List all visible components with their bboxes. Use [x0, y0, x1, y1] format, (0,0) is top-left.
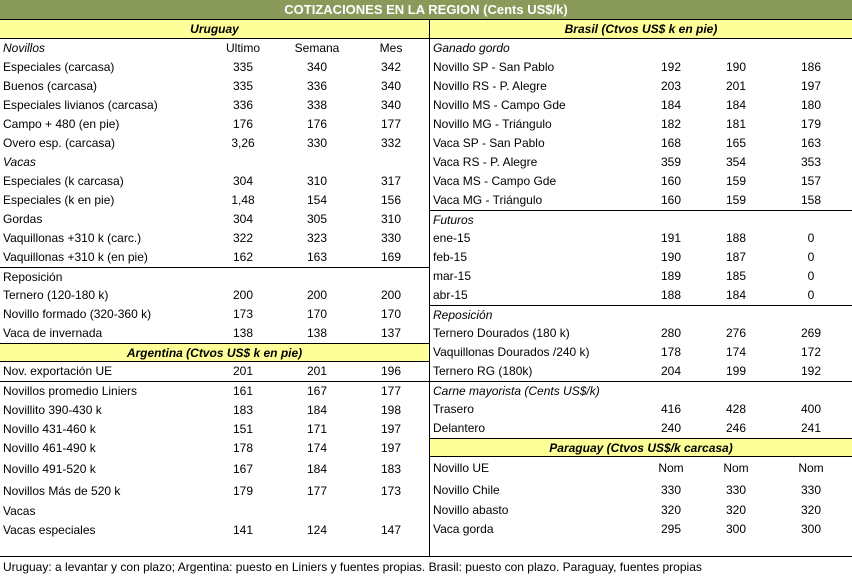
table-row: [0, 77, 429, 96]
table-row: [430, 457, 852, 479]
paraguay-rows: [430, 457, 852, 539]
table-row: [430, 400, 852, 419]
table-row: [0, 382, 429, 401]
value-mes: 157: [800, 174, 822, 188]
value-mes: 340: [380, 98, 402, 112]
brasil-header: Brasil (Ctvos US$ k en pie): [430, 20, 852, 39]
row-label: mar-15: [433, 269, 472, 283]
value-ultimo: 179: [232, 484, 254, 498]
value-semana: 184: [306, 462, 328, 476]
value-mes: 320: [800, 503, 822, 517]
value-ultimo: 160: [660, 193, 682, 207]
value-ultimo: 173: [232, 307, 254, 321]
value-mes: 317: [380, 174, 402, 188]
row-label: Vaca RS - P. Alegre: [433, 155, 538, 169]
value-ultimo: 183: [232, 403, 254, 417]
table-row: [430, 229, 852, 248]
value-semana: 338: [306, 98, 328, 112]
row-label: Novillos Más de 520 k: [3, 484, 121, 498]
row-label: Vaca gorda: [433, 522, 494, 536]
value-ultimo: 1,48: [231, 193, 255, 207]
value-ultimo: 190: [660, 250, 682, 264]
table-row: [0, 229, 429, 248]
table-row: [430, 153, 852, 172]
value-mes: 300: [800, 522, 822, 536]
value-ultimo: 189: [660, 269, 682, 283]
row-label: Especiales (k en pie): [3, 193, 115, 207]
value-mes: 137: [380, 326, 402, 340]
value-ultimo: 167: [232, 462, 254, 476]
value-ultimo: 330: [660, 483, 682, 497]
table-row: [0, 191, 429, 210]
table-row: [0, 362, 429, 381]
value-ultimo: 359: [660, 155, 682, 169]
value-ultimo: 162: [232, 250, 254, 264]
value-mes: 170: [380, 307, 402, 321]
value-semana: 171: [306, 422, 328, 436]
table-row: [0, 420, 429, 439]
row-label: Novillos promedio Liniers: [3, 384, 138, 398]
value-ultimo: 304: [232, 212, 254, 226]
table-row: [0, 439, 429, 458]
vacas-section-label: Vacas: [3, 155, 36, 169]
table-row: [0, 115, 429, 134]
value-ultimo: 204: [660, 364, 682, 378]
row-label: Vaquillonas +310 k (en pie): [3, 250, 148, 264]
value-semana: 330: [306, 136, 328, 150]
row-label: Gordas: [3, 212, 43, 226]
table-row: [430, 343, 852, 362]
row-label: Novillito 390-430 k: [3, 403, 102, 417]
table-row: [430, 419, 852, 438]
value-mes: 310: [380, 212, 402, 226]
row-label: Ternero (120-180 k): [3, 288, 109, 302]
table-row: [0, 458, 429, 480]
row-label: Novillo abasto: [433, 503, 509, 517]
row-label: Novillo 491-520 k: [3, 462, 96, 476]
brasil-reposicion-rows: [430, 324, 852, 381]
value-semana: 276: [725, 326, 747, 340]
futuros-section: [430, 210, 852, 229]
argentina-vacas-rows: [0, 521, 429, 540]
row-label: Novillo UE: [433, 461, 490, 475]
value-semana: 124: [306, 523, 328, 537]
table-row: [0, 58, 429, 77]
ganado-section: [430, 39, 852, 58]
col-mes: Mes: [379, 41, 403, 55]
value-ultimo: 182: [660, 117, 682, 131]
value-ultimo: 151: [232, 422, 254, 436]
row-label: Especiales livianos (carcasa): [3, 98, 158, 112]
row-label: Novillo Chile: [433, 483, 500, 497]
value-semana: 300: [725, 522, 747, 536]
brasil-carne-rows: [430, 400, 852, 438]
value-semana: 320: [725, 503, 747, 517]
value-ultimo: 201: [232, 364, 254, 378]
table-row: [0, 248, 429, 267]
value-ultimo: 200: [232, 288, 254, 302]
row-label: Novillo RS - P. Alegre: [433, 79, 547, 93]
value-semana: 165: [725, 136, 747, 150]
value-ultimo: 335: [232, 79, 254, 93]
value-ultimo: 336: [232, 98, 254, 112]
ganado-section-label: Ganado gordo: [433, 41, 510, 55]
table-row: [430, 115, 852, 134]
table-row: [430, 248, 852, 267]
reposicion-section-label: Reposición: [3, 270, 63, 284]
value-semana: 428: [725, 402, 747, 416]
value-ultimo: 178: [660, 345, 682, 359]
value-semana: 174: [306, 441, 328, 455]
row-label: ene-15: [433, 231, 471, 245]
left-panel: [0, 20, 430, 556]
value-mes: 163: [800, 136, 822, 150]
table-row: [430, 267, 852, 286]
row-label: Ternero Dourados (180 k): [433, 326, 570, 340]
value-ultimo: 416: [660, 402, 682, 416]
value-semana: 167: [306, 384, 328, 398]
value-mes: 241: [800, 421, 822, 435]
value-mes: 340: [380, 79, 402, 93]
table-row: [0, 286, 429, 305]
value-ultimo: 240: [660, 421, 682, 435]
row-label: Novillo 461-490 k: [3, 441, 96, 455]
value-semana: 184: [725, 98, 747, 112]
value-semana: 305: [306, 212, 328, 226]
value-ultimo: 184: [660, 98, 682, 112]
row-label: Novillo formado (320-360 k): [3, 307, 152, 321]
value-ultimo: Nom: [658, 461, 684, 475]
col-ultimo: Ultimo: [225, 41, 260, 55]
value-mes: 332: [380, 136, 402, 150]
value-mes: 173: [380, 484, 402, 498]
argentina-novillos-rows: [0, 381, 429, 502]
value-mes: 0: [807, 269, 815, 283]
uruguay-column-headers: [0, 39, 429, 58]
futuros-section-label: Futuros: [433, 213, 474, 227]
carne-section-label: Carne mayorista (Cents US$/k): [433, 384, 600, 398]
table-row: [430, 362, 852, 381]
table-row: [0, 521, 429, 540]
value-mes: 177: [380, 117, 402, 131]
table-row: [430, 286, 852, 305]
row-label: Vaca MS - Campo Gde: [433, 174, 557, 188]
brasil-ganado-rows: [430, 58, 852, 210]
footer-note: Uruguay: a levantar y con plazo; Argentina: puesto en Liniers y fuentes propias. Brasil: puesto con plazo. Paraguay, fuentes propias: [0, 556, 852, 579]
value-mes: 196: [380, 364, 402, 378]
row-label: Vaca MG - Triángulo: [433, 193, 543, 207]
value-semana: 138: [306, 326, 328, 340]
table-row: [0, 480, 429, 502]
value-mes: 197: [800, 79, 822, 93]
table-row: [430, 58, 852, 77]
row-label: Novillo SP - San Pablo: [433, 60, 555, 74]
vacas-section: [0, 153, 429, 172]
right-panel: [430, 20, 852, 556]
argentina-header: Argentina (Ctvos US$ k en pie): [0, 343, 429, 362]
row-label: Novillo MG - Triángulo: [433, 117, 552, 131]
value-mes: 177: [380, 384, 402, 398]
value-semana: 201: [725, 79, 747, 93]
table-row: [0, 134, 429, 153]
value-mes: 172: [800, 345, 822, 359]
value-mes: 269: [800, 326, 822, 340]
value-semana: 323: [306, 231, 328, 245]
value-mes: 186: [800, 60, 822, 74]
value-mes: 147: [380, 523, 402, 537]
table-row: [430, 134, 852, 153]
value-ultimo: 322: [232, 231, 254, 245]
novillos-section-label: Novillos: [3, 41, 46, 55]
value-semana: 177: [306, 484, 328, 498]
value-semana: 154: [306, 193, 328, 207]
table-row: [0, 305, 429, 324]
argentina-vacas-section: [0, 502, 429, 521]
value-semana: 340: [306, 60, 328, 74]
value-ultimo: 203: [660, 79, 682, 93]
value-ultimo: 176: [232, 117, 254, 131]
value-semana: 336: [306, 79, 328, 93]
row-label: Ternero RG (180k): [433, 364, 533, 378]
value-semana: 187: [725, 250, 747, 264]
row-label: feb-15: [433, 250, 468, 264]
value-mes: 342: [380, 60, 402, 74]
value-mes: 0: [807, 250, 815, 264]
table-row: [430, 77, 852, 96]
table-title: COTIZACIONES EN LA REGION (Cents US$/k): [0, 0, 852, 20]
value-mes: 198: [380, 403, 402, 417]
value-semana: 184: [725, 288, 747, 302]
value-semana: Nom: [723, 461, 749, 475]
value-mes: 156: [380, 193, 402, 207]
row-label: Vaquillonas Dourados /240 k): [433, 345, 590, 359]
uruguay-vacas-rows: [0, 172, 429, 267]
value-semana: 184: [306, 403, 328, 417]
row-label: Buenos (carcasa): [3, 79, 98, 93]
row-label: Vaca SP - San Pablo: [433, 136, 545, 150]
value-ultimo: 191: [660, 231, 682, 245]
value-semana: 330: [725, 483, 747, 497]
value-mes: 180: [800, 98, 822, 112]
value-ultimo: 168: [660, 136, 682, 150]
col-semana: Semana: [294, 41, 340, 55]
value-mes: 197: [380, 441, 402, 455]
table-row: [430, 479, 852, 501]
value-semana: 163: [306, 250, 328, 264]
value-ultimo: 3,26: [231, 136, 255, 150]
value-semana: 176: [306, 117, 328, 131]
uruguay-novillos-rows: [0, 58, 429, 153]
value-mes: Nom: [798, 461, 824, 475]
value-mes: 330: [800, 483, 822, 497]
value-semana: 185: [725, 269, 747, 283]
table-row: [430, 501, 852, 520]
table-row: [0, 210, 429, 229]
row-label: Especiales (k carcasa): [3, 174, 124, 188]
value-ultimo: 304: [232, 174, 254, 188]
value-ultimo: 160: [660, 174, 682, 188]
row-label: abr-15: [433, 288, 468, 302]
carne-section: [430, 381, 852, 400]
value-mes: 158: [800, 193, 822, 207]
value-semana: 159: [725, 193, 747, 207]
value-ultimo: 280: [660, 326, 682, 340]
value-mes: 353: [800, 155, 822, 169]
table-row: [0, 401, 429, 420]
table-row: [0, 172, 429, 191]
value-semana: 188: [725, 231, 747, 245]
value-ultimo: 192: [660, 60, 682, 74]
row-label: Overo esp. (carcasa): [3, 136, 116, 150]
uruguay-reposicion-rows: [0, 286, 429, 343]
row-label: Trasero: [433, 402, 474, 416]
value-semana: 199: [725, 364, 747, 378]
value-semana: 310: [306, 174, 328, 188]
value-ultimo: 335: [232, 60, 254, 74]
table-row: [430, 96, 852, 115]
value-mes: 183: [380, 462, 402, 476]
value-semana: 181: [725, 117, 747, 131]
table-row: [0, 324, 429, 343]
value-mes: 400: [800, 402, 822, 416]
value-semana: 159: [725, 174, 747, 188]
value-ultimo: 295: [660, 522, 682, 536]
reposicion-section: [0, 267, 429, 286]
value-ultimo: 141: [232, 523, 254, 537]
row-label: Novillo MS - Campo Gde: [433, 98, 566, 112]
value-mes: 169: [380, 250, 402, 264]
brasil-reposicion-section: [430, 305, 852, 324]
argentina-vacas-label: Vacas: [3, 504, 36, 518]
value-ultimo: 188: [660, 288, 682, 302]
value-mes: 192: [800, 364, 822, 378]
value-mes: 0: [807, 231, 815, 245]
value-semana: 170: [306, 307, 328, 321]
table-row: [430, 191, 852, 210]
value-mes: 200: [380, 288, 402, 302]
value-semana: 246: [725, 421, 747, 435]
value-semana: 174: [725, 345, 747, 359]
value-mes: 197: [380, 422, 402, 436]
value-ultimo: 320: [660, 503, 682, 517]
table-row: [430, 520, 852, 539]
brasil-reposicion-label: Reposición: [433, 308, 493, 322]
row-label: Nov. exportación UE: [3, 364, 113, 378]
row-label: Especiales (carcasa): [3, 60, 115, 74]
value-mes: 330: [380, 231, 402, 245]
value-mes: 179: [800, 117, 822, 131]
row-label: Vaca de invernada: [3, 326, 103, 340]
value-semana: 200: [306, 288, 328, 302]
row-label: Delantero: [433, 421, 486, 435]
value-ultimo: 178: [232, 441, 254, 455]
table-row: [430, 172, 852, 191]
value-semana: 190: [725, 60, 747, 74]
value-mes: 0: [807, 288, 815, 302]
table-row: [430, 324, 852, 343]
row-label: Campo + 480 (en pie): [3, 117, 120, 131]
brasil-futuros-rows: [430, 229, 852, 305]
value-ultimo: 161: [232, 384, 254, 398]
value-semana: 201: [306, 364, 328, 378]
uruguay-header: Uruguay: [0, 20, 429, 39]
row-label: Vacas especiales: [3, 523, 96, 537]
row-label: Vaquillonas +310 k (carc.): [3, 231, 142, 245]
value-semana: 354: [725, 155, 747, 169]
value-ultimo: 138: [232, 326, 254, 340]
paraguay-header: Paraguay (Ctvos US$/k carcasa): [430, 438, 852, 457]
table-row: [0, 96, 429, 115]
row-label: Novillo 431-460 k: [3, 422, 96, 436]
